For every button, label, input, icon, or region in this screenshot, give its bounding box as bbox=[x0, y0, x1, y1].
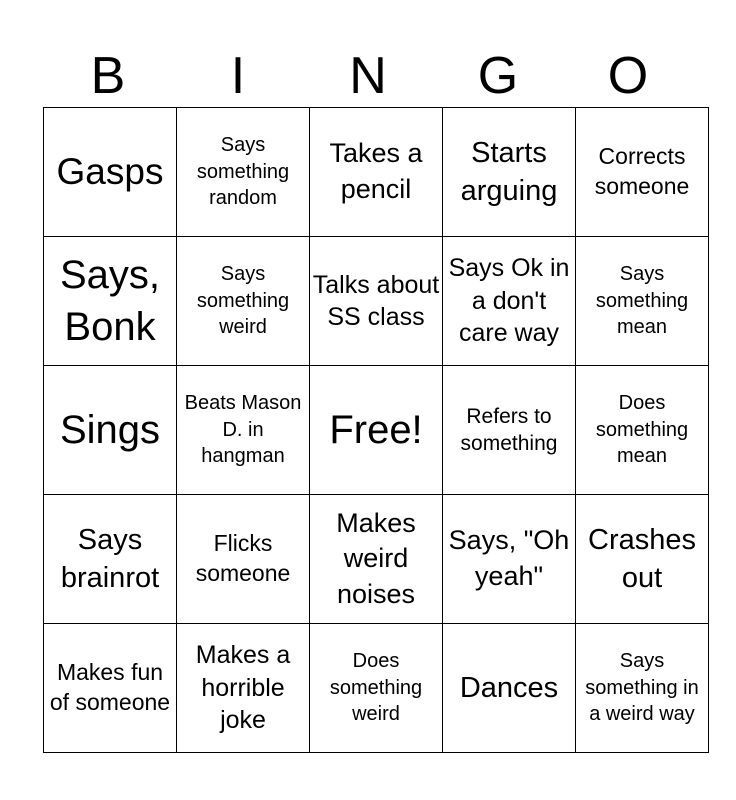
cell-text: Gasps bbox=[56, 150, 164, 192]
cell-text: Says something weird bbox=[196, 263, 290, 339]
cell-text: Takes a pencil bbox=[329, 138, 423, 204]
bingo-cell[interactable] bbox=[443, 624, 576, 753]
cell-text: Does something weird bbox=[329, 650, 423, 726]
board-row-5 bbox=[44, 624, 709, 753]
cell-text: Does something mean bbox=[595, 392, 689, 468]
bingo-cell[interactable] bbox=[44, 366, 177, 495]
cell-text: Crashes out bbox=[588, 523, 696, 594]
header-letter-b: B bbox=[90, 47, 126, 105]
cell-text: Says Ok in a don't care way bbox=[448, 254, 570, 348]
bingo-cell[interactable] bbox=[443, 108, 576, 237]
bingo-header bbox=[43, 44, 693, 108]
cell-text: Corrects someone bbox=[594, 143, 690, 199]
bingo-cell[interactable] bbox=[443, 495, 576, 624]
bingo-cell[interactable] bbox=[44, 624, 177, 753]
cell-text: Beats Mason D. in hangman bbox=[184, 392, 302, 468]
bingo-cell[interactable] bbox=[44, 108, 177, 237]
cell-text: Says something in a weird way bbox=[585, 650, 699, 726]
board-row-2 bbox=[44, 237, 709, 366]
bingo-cell[interactable] bbox=[177, 108, 310, 237]
cell-text: Says something random bbox=[196, 134, 290, 210]
cell-text: Says, "Oh yeah" bbox=[448, 525, 570, 591]
bingo-cell[interactable] bbox=[177, 366, 310, 495]
cell-text: Makes fun of someone bbox=[49, 659, 171, 715]
bingo-cell[interactable] bbox=[576, 624, 709, 753]
cell-text: Makes a horrible joke bbox=[195, 641, 291, 735]
bingo-cell[interactable] bbox=[310, 624, 443, 753]
bingo-cell[interactable] bbox=[443, 237, 576, 366]
cell-text: Says brainrot bbox=[60, 523, 160, 594]
bingo-cell[interactable] bbox=[576, 237, 709, 366]
cell-text: Talks about SS class bbox=[312, 270, 440, 331]
header-letter-o: O bbox=[607, 47, 649, 105]
cell-text: Sings bbox=[59, 408, 161, 452]
bingo-cell[interactable] bbox=[310, 108, 443, 237]
board-row-1 bbox=[44, 108, 709, 237]
bingo-cell[interactable] bbox=[44, 237, 177, 366]
bingo-cell[interactable] bbox=[44, 495, 177, 624]
cell-text: Dances bbox=[459, 671, 559, 704]
cell-text: Says, Bonk bbox=[59, 253, 161, 349]
cell-text: Says something mean bbox=[595, 263, 689, 339]
bingo-cell[interactable] bbox=[310, 495, 443, 624]
free-space-cell[interactable] bbox=[310, 366, 443, 495]
bingo-cell[interactable] bbox=[177, 237, 310, 366]
cell-text: Starts arguing bbox=[460, 136, 558, 207]
header-letter-g: G bbox=[477, 47, 519, 105]
header-letter-i: I bbox=[230, 47, 246, 105]
bingo-cell[interactable] bbox=[310, 237, 443, 366]
bingo-cell[interactable] bbox=[443, 366, 576, 495]
bingo-cell[interactable] bbox=[177, 495, 310, 624]
board-row-3 bbox=[44, 366, 709, 495]
cell-text: Refers to something bbox=[460, 404, 558, 455]
bingo-board bbox=[43, 107, 709, 753]
cell-text: Flicks someone bbox=[195, 530, 291, 586]
board-row-4 bbox=[44, 495, 709, 624]
bingo-cell[interactable] bbox=[177, 624, 310, 753]
cell-text: Free! bbox=[329, 408, 423, 452]
header-letter-n: N bbox=[349, 47, 387, 105]
bingo-cell[interactable] bbox=[576, 495, 709, 624]
bingo-cell[interactable] bbox=[576, 108, 709, 237]
bingo-cell[interactable] bbox=[576, 366, 709, 495]
cell-text: Makes weird noises bbox=[336, 507, 416, 609]
